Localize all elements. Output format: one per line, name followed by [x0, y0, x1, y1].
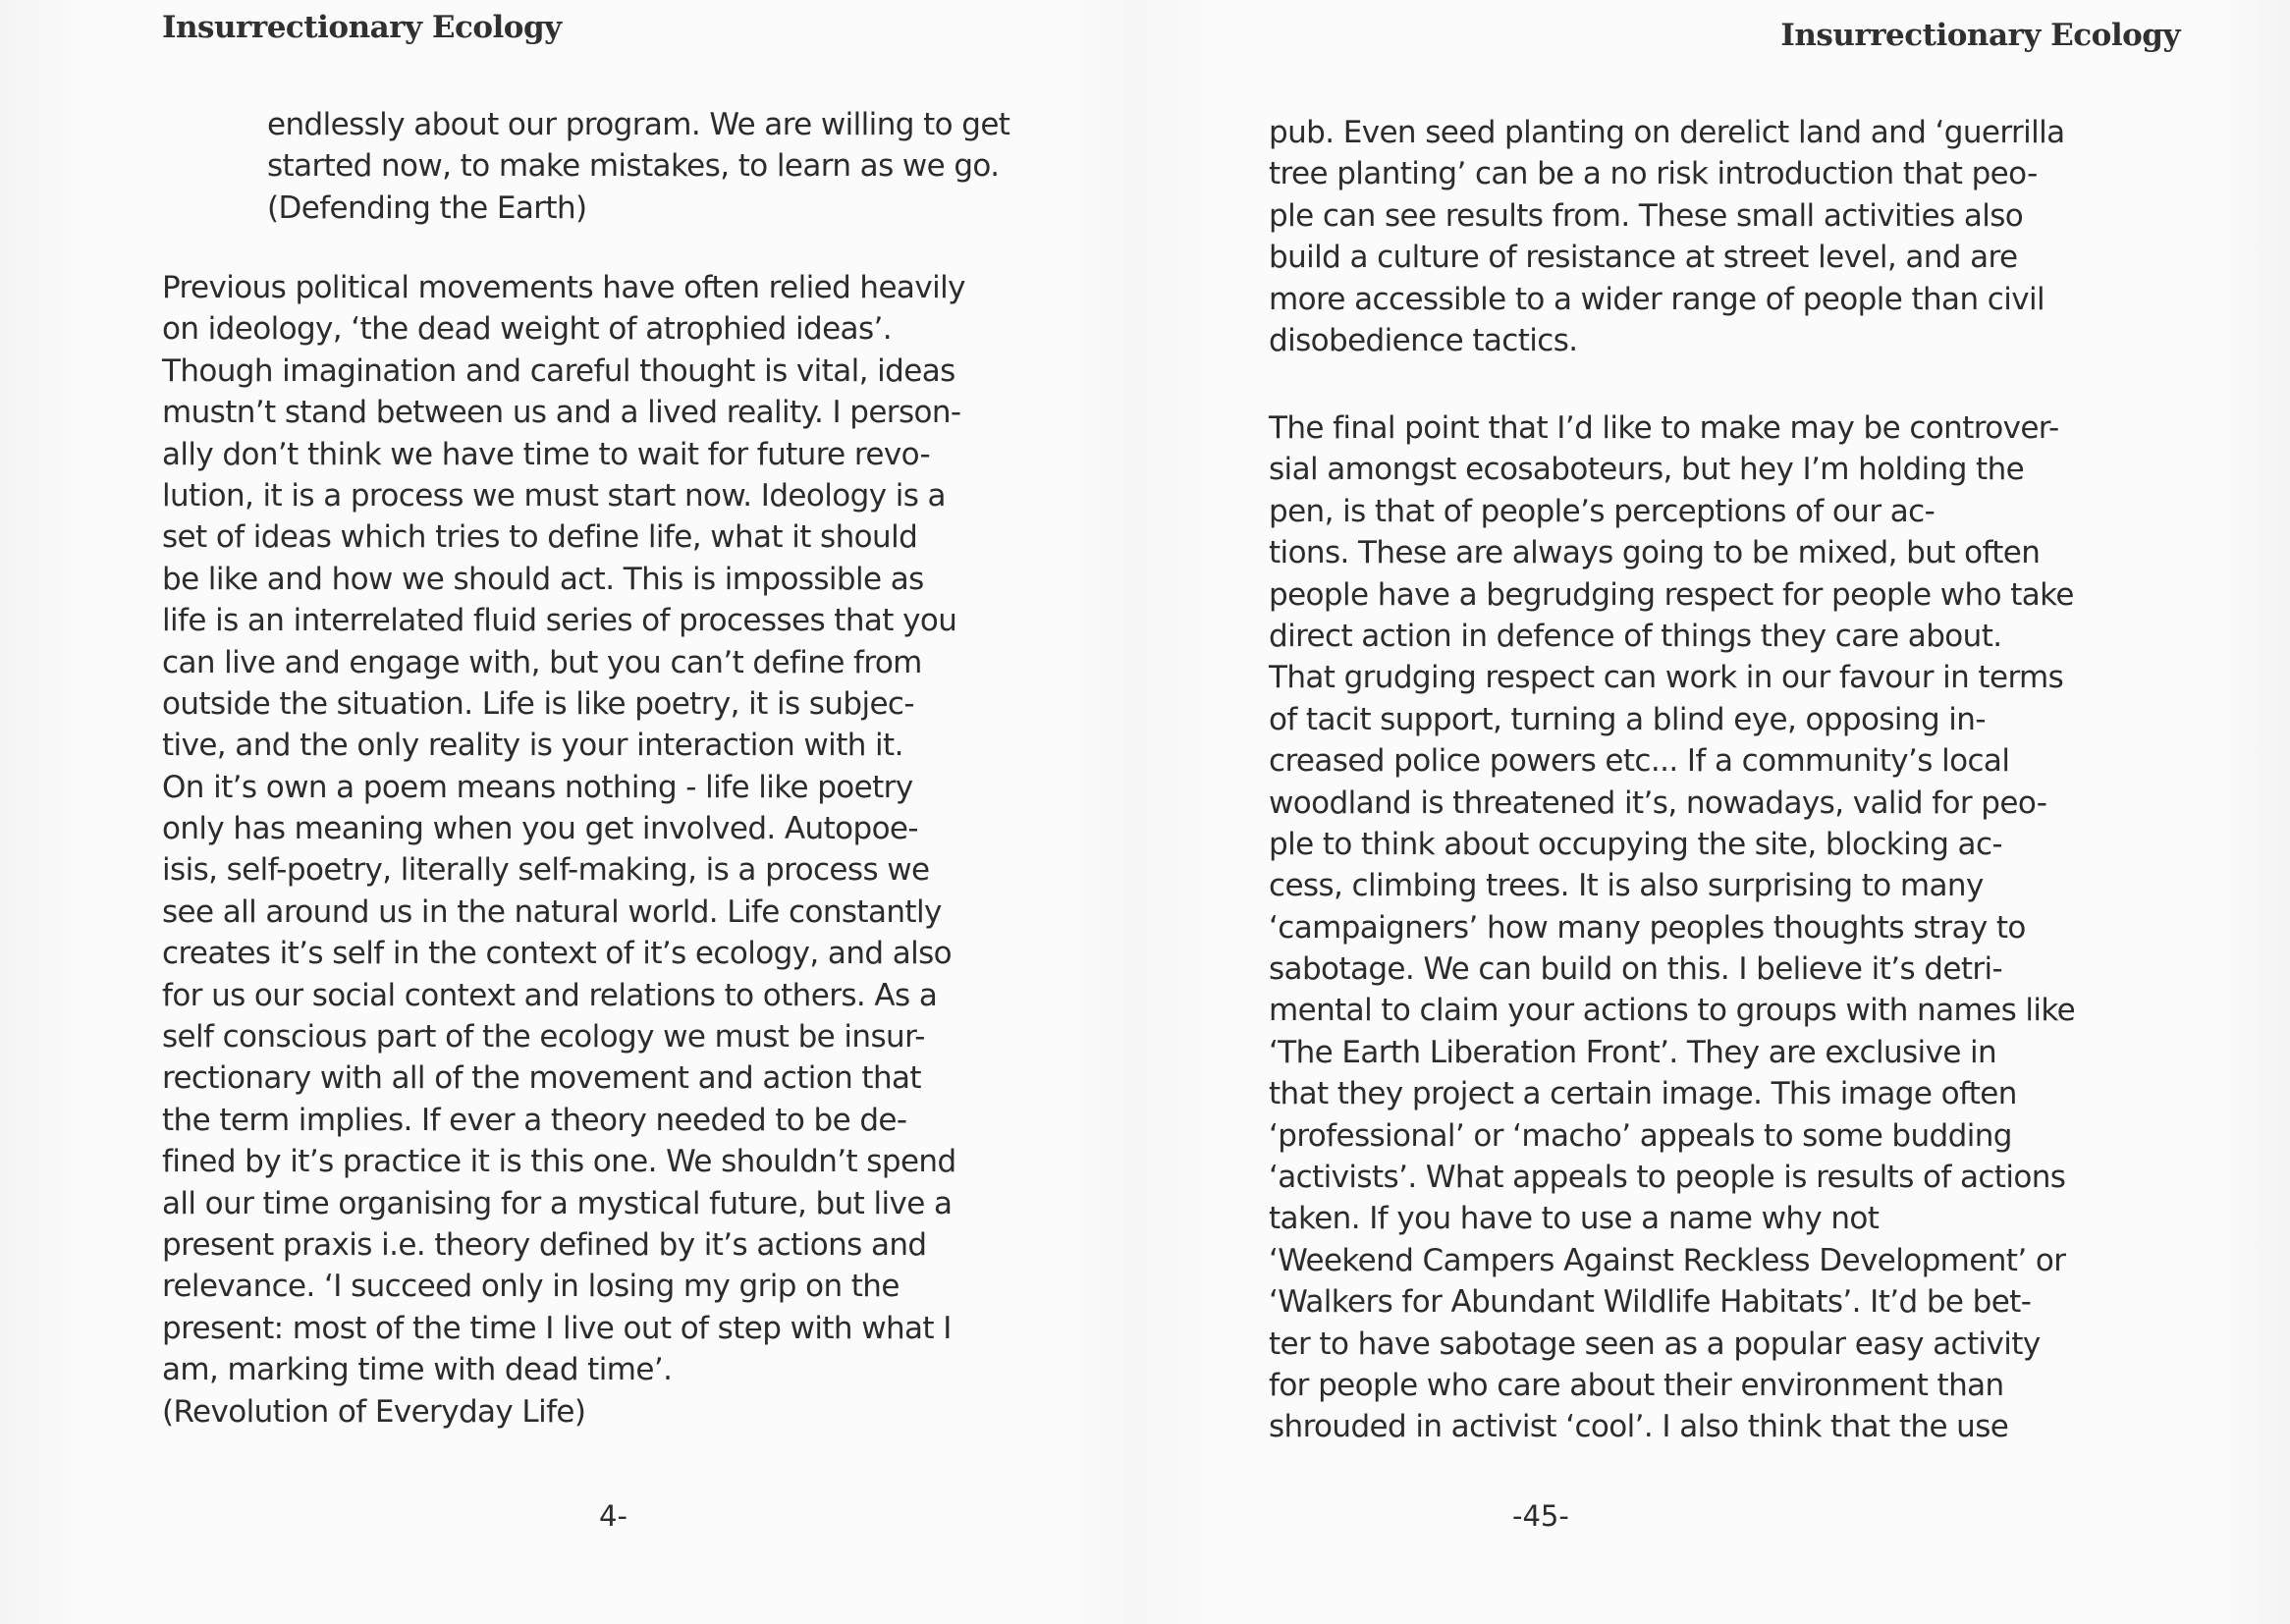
text-line: The final point that I’d like to make may be controver- [1269, 410, 2059, 446]
text-line: pen, is that of people’s perceptions of our ac- [1269, 493, 1936, 529]
text-line: sabotage. We can build on this. I believe it’s detri- [1269, 951, 2003, 988]
text-line: be like and how we should act. This is impossible as [162, 561, 924, 597]
right-page [1145, 0, 2290, 1624]
text-line: ple can see results from. These small activities also [1269, 197, 2024, 234]
text-line: ‘professional’ or ‘macho’ appeals to some budding [1269, 1117, 2012, 1154]
text-line: ally don’t think we have time to wait for future revo- [162, 436, 931, 472]
text-line: lution, it is a process we must start now. Ideology is a [162, 477, 946, 514]
block-quote [267, 104, 1009, 229]
quote-line: endlessly about our program. We are willing to get [267, 107, 1010, 142]
quote-citation: (Revolution of Everyday Life) [162, 1393, 586, 1430]
text-line: present praxis i.e. theory defined by it’s actions and [162, 1226, 927, 1263]
text-line: present: most of the time I live out of step with what I [162, 1310, 952, 1346]
text-line: ‘campaigners’ how many peoples thoughts stray to [1269, 909, 2026, 946]
text-line: relevance. ‘I succeed only in losing my grip on the [162, 1269, 900, 1305]
text-line: ‘The Earth Liberation Front’. They are exclusive in [1269, 1034, 1997, 1070]
text-line: people have a begrudging respect for people who take [1269, 576, 2074, 613]
running-head-right: Insurrectionary Ecology [1780, 18, 2180, 53]
body-paragraph [162, 267, 965, 1433]
text-line: creates it’s self in the context of it’s ecology, and also [162, 936, 953, 972]
running-head-left: Insurrectionary Ecology [162, 10, 562, 45]
text-line: ter to have sabotage seen as a popular easy activity [1269, 1326, 2041, 1362]
quote-line: started now, to make mistakes, to learn as we go. [267, 148, 1000, 185]
text-line: that they project a certain image. This image often [1269, 1076, 2017, 1112]
text-line: ‘Walkers for Abundant Wildlife Habitats’. It’d be bet- [1269, 1284, 2032, 1321]
text-line: can live and engage with, but you can’t define from [162, 644, 922, 680]
text-line: build a culture of resistance at street level, and are [1269, 240, 2018, 276]
text-line: disobedience tactics. [1269, 322, 1578, 358]
text-line: am, marking time with dead time’. [162, 1352, 673, 1388]
text-line: for us our social context and relations to others. As a [162, 977, 938, 1013]
text-line: the term implies. If ever a theory needed to be de- [162, 1102, 907, 1138]
text-line: ‘Weekend Campers Against Reckless Development’ or [1269, 1242, 2066, 1278]
text-line: ple to think about occupying the site, blocking ac- [1269, 826, 2002, 862]
text-line: on ideology, ‘the dead weight of atrophied ideas’. [162, 311, 893, 348]
text-line: isis, self-poetry, literally self-making, is a process we [162, 852, 930, 889]
page-number-right: -45- [1512, 1499, 1569, 1533]
text-line: of tacit support, turning a blind eye, opposing in- [1269, 701, 1986, 737]
text-line: mustn’t stand between us and a lived reality. I person- [162, 395, 961, 431]
text-line: That grudging respect can work in our favour in terms [1269, 660, 2064, 696]
text-line: sial amongst ecosaboteurs, but hey I’m holding the [1269, 452, 2025, 488]
text-line: self conscious part of the ecology we must be insur- [162, 1019, 925, 1056]
text-line: cess, climbing trees. It is also surprising to many [1269, 868, 1984, 904]
body-paragraph-1 [1269, 112, 2065, 361]
text-line: direct action in defence of things they care about. [1269, 618, 2002, 654]
page-number-left: 4- [599, 1499, 627, 1533]
text-line: outside the situation. Life is like poetry, it is subjec- [162, 685, 914, 722]
text-line: Though imagination and careful thought is vital, ideas [162, 352, 955, 389]
text-line: tree planting’ can be a no risk introduction that peo- [1269, 156, 2038, 192]
text-line: set of ideas which tries to define life, what it should [162, 519, 918, 556]
text-line: see all around us in the natural world. Life constantly [162, 893, 942, 930]
text-line: On it’s own a poem means nothing - life like poetry [162, 769, 913, 805]
text-line: Previous political movements have often relied heavily [162, 270, 965, 305]
text-line: taken. If you have to use a name why not [1269, 1201, 1880, 1237]
text-line: all our time organising for a mystical future, but live a [162, 1185, 953, 1221]
text-line: tions. These are always going to be mixed, but often [1269, 535, 2041, 571]
body-paragraph-2 [1269, 407, 2075, 1448]
quote-citation: (Defending the Earth) [267, 189, 587, 226]
text-line: rectionary with all of the movement and action that [162, 1060, 921, 1097]
text-line: creased police powers etc... If a community’s local [1269, 743, 2010, 780]
text-line: fined by it’s practice it is this one. We shouldn’t spend [162, 1144, 956, 1180]
text-line: mental to claim your actions to groups with names like [1269, 993, 2076, 1029]
text-line: pub. Even seed planting on derelict land and ‘guerrilla [1269, 115, 2065, 150]
text-line: shrouded in activist ‘cool’. I also think that the use [1269, 1409, 2009, 1445]
text-line: tive, and the only reality is your interaction with it. [162, 728, 903, 764]
text-line: only has meaning when you get involved. Autopoe- [162, 811, 918, 847]
text-line: woodland is threatened it’s, nowadays, valid for peo- [1269, 785, 2047, 821]
text-line: life is an interrelated fluid series of processes that you [162, 603, 957, 639]
text-line: for people who care about their environment than [1269, 1367, 2004, 1403]
text-line: ‘activists’. What appeals to people is results of actions [1269, 1160, 2066, 1196]
text-line: more accessible to a wider range of people than civil [1269, 281, 2045, 317]
